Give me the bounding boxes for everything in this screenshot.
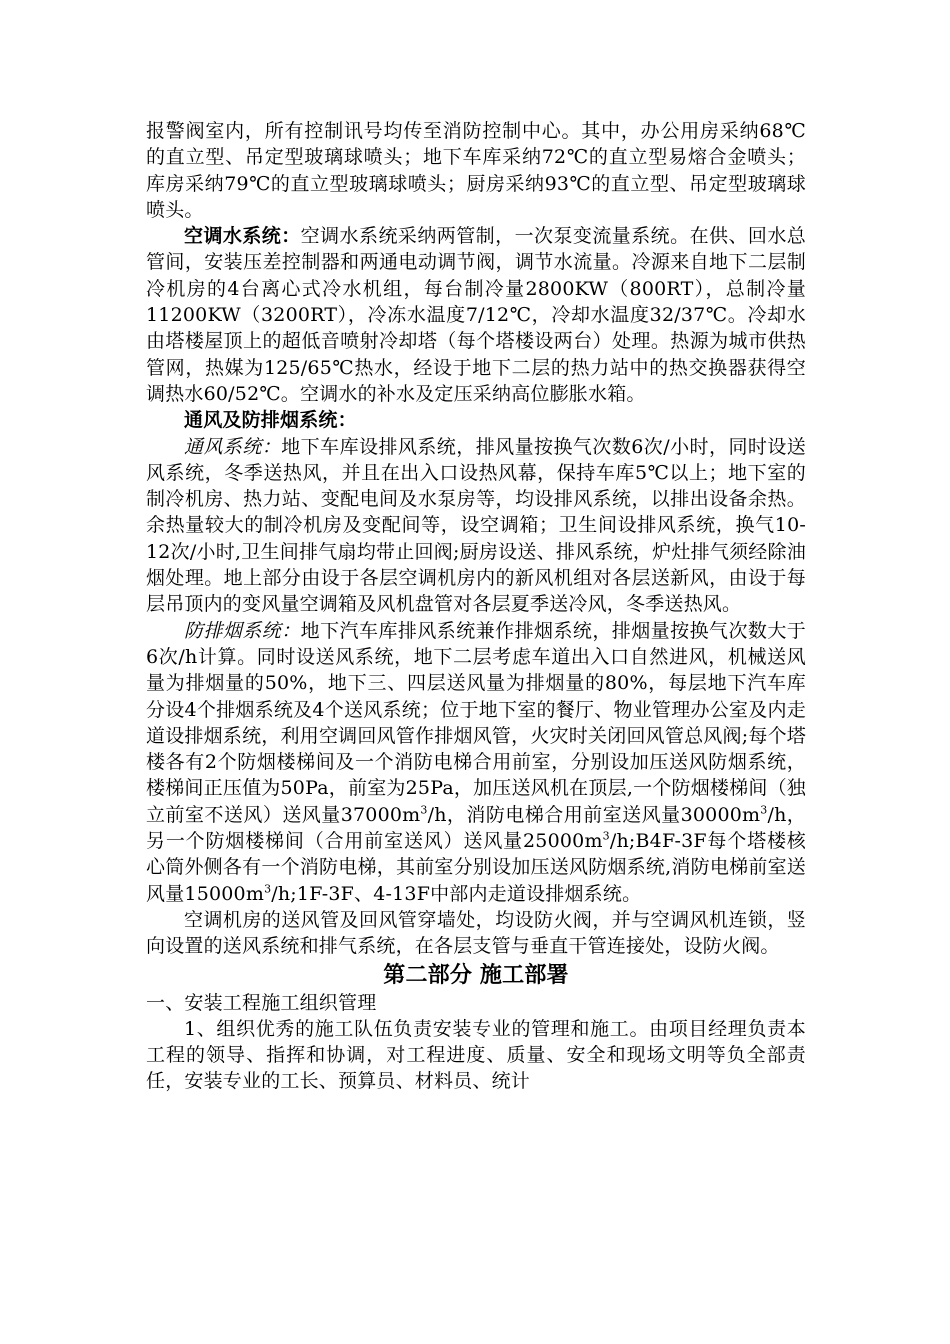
label-smoke-control: 防排烟系统： (184, 619, 301, 642)
text-smoke-3: /h，另一个防烟楼梯间（合用前室送风）送风量25000m (146, 803, 806, 853)
paragraph-fire-damper: 空调机房的送风管及回风管穿墙处，均设防火阀，并与空调风机连锁，竖向设置的送风系统和排气系统，在各层支管与垂直干管连接处，设防火阀。 (146, 908, 806, 958)
superscript-1: 3 (420, 803, 428, 817)
text-smoke-4: /h;B4F-3F每个塔楼核心筒外侧各有一个消防电梯，其前室分别设加压送风防烟系统,消防电梯前室送风量15000m (146, 830, 806, 905)
paragraph-section-one: 1、组织优秀的施工队伍负责安装专业的管理和施工。由项目经理负责本工程的领导、指挥和协调，对工程进度、质量、安全和现场文明等负全部责任，安装专业的工长、预算员、材料员、统计 (146, 1017, 806, 1093)
label-ventilation: 通风系统： (184, 435, 282, 458)
heading-ventilation: 通风及防排烟系统： (184, 409, 357, 432)
paragraph-smoke-control (146, 618, 806, 907)
text-ventilation: 地下车库设排风系统，排风量按换气次数6次/小时，同时设送风系统，冬季送热风，并且在出入口设热风幕，保持车库5℃以上；地下室的制冷机房、热力站、变配电间及水泵房等，均设排风系统，以排出设备余热。余热量较大的制冷机房及变配间等，设空调箱；卫生间设排风系统，换气10-12次/小时,卫生间排气扇均带止回阀;厨房设送、排风系统，炉灶排气须经除油烟处理。地上部分由设于各层空调机房内的新风机组对各层送新风，由设于每层吊顶内的变风量空调箱及风机盘管对各层夏季送冷风，冬季送热风。 (146, 435, 806, 616)
superscript-2: 3 (760, 803, 768, 817)
paragraph-sprinkler: 报警阀室内，所有控制讯号均传至消防控制中心。其中，办公用房采纳68℃的直立型、吊定型玻璃球喷头；地下车库采纳72℃的直立型易熔合金喷头；库房采纳79℃的直立型玻璃球喷头；厨房采纳93℃的直立型、吊定型玻璃球喷头。 (146, 120, 806, 221)
text-smoke-1: 地下汽车库排风系统兼作排烟系统，排烟量按换气次数大于6次/h计算。同时设送风系统，地下二层考虑车道出入口自然进风，机械送风量为排烟量的50%，地下三、四层送风量为排烟量的80%，每层地下汽车库分设4个排烟系统及4个送风系统；位于地下室的餐厅、物业管理办公室及内走道设排烟系统，利用空调回风管作排烟风管，火灾时关闭回风管总风阀;每个塔楼各有2个防烟楼梯间及一个消防电梯合用前室，分别设加压送风防烟系统，楼梯间正压值为50Pa，前室为25Pa，加压送风机在顶层,一个防烟楼梯间（独立前室不送风）送风量37000m (146, 619, 806, 826)
part-two-title: 第二部分 施工部署 (383, 961, 569, 988)
document-body (146, 118, 806, 1095)
paragraph-ac-water (146, 223, 806, 407)
text-smoke-2: /h，消防电梯合用前室送风量30000m (427, 803, 761, 826)
paragraph-ventilation (146, 434, 806, 618)
superscript-4: 3 (264, 882, 272, 896)
section-one-heading: 一、安装工程施工组织管理 (146, 991, 377, 1014)
text-ac-water: 空调水系统采纳两管制，一次泵变流量系统。在供、回水总管间，安装压差控制器和两通电动调节阀，调节水流量。冷源来自地下二层制冷机房的4台离心式冷水机组，每台制冷量2800KW（800RT），总制冷量11200KW（3200RT），冷冻水温度7/12℃，冷却水温度32/37℃。冷却水由塔楼屋顶上的超低音喷射冷却塔（每个塔楼设两台）处理。热源为城市供热管网，热媒为125/65℃热水，经设于地下二层的热力站中的热交换器获得空调热水60/52℃。空调水的补水及定压采纳高位膨胀水箱。 (146, 225, 806, 405)
superscript-3: 3 (602, 829, 610, 843)
text-smoke-5: /h;1F-3F、4-13F中部内走道设排烟系统。 (271, 882, 642, 905)
label-ac-water: 空调水系统： (184, 225, 301, 248)
